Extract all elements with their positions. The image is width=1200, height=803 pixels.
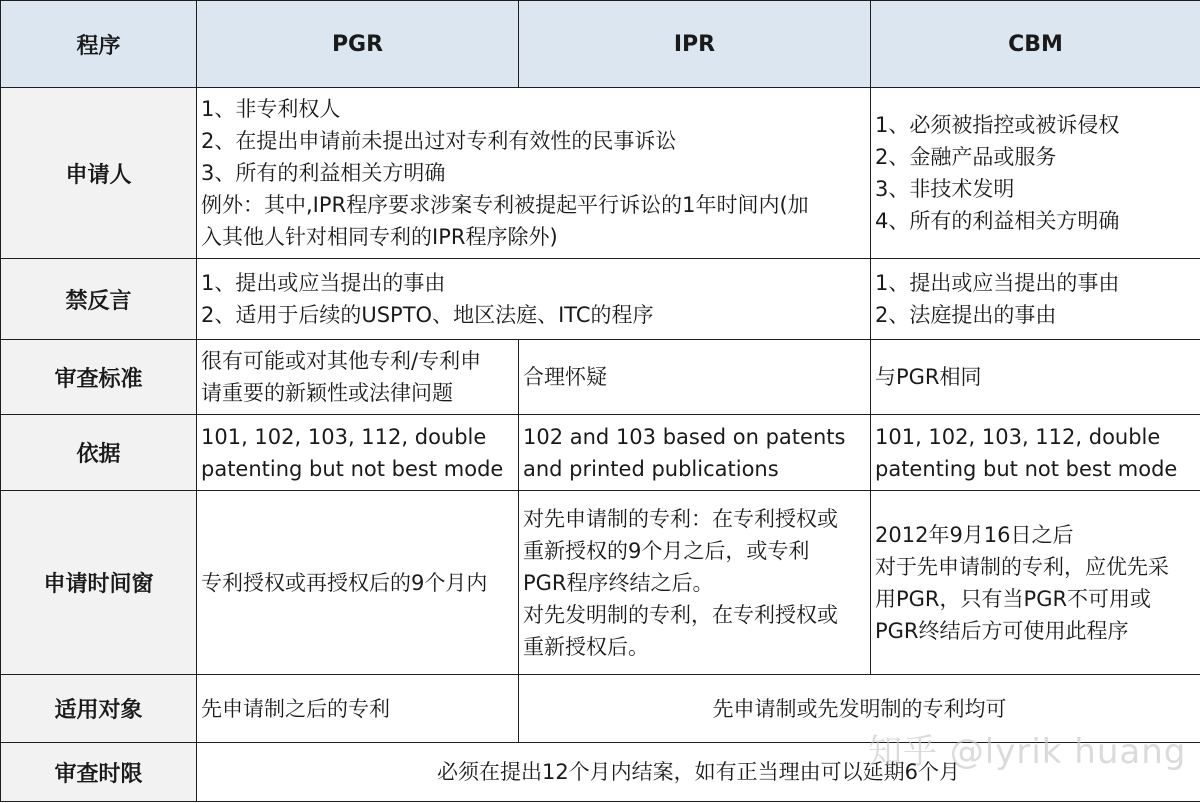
text-line: 请重要的新颖性或法律问题 xyxy=(201,381,453,405)
row-window xyxy=(1,491,1200,675)
window-cbm-cell xyxy=(871,491,1200,675)
text-line: 3、所有的利益相关方明确 xyxy=(201,161,446,185)
text-line: and printed publications xyxy=(523,456,779,481)
text-line: 2、适用于后续的USPTO、地区法庭、ITC的程序 xyxy=(201,303,654,327)
text-line: 2、金融产品或服务 xyxy=(875,145,1057,169)
text-line: 101, 102, 103, 112, double xyxy=(201,424,487,449)
header-ipr: IPR xyxy=(519,1,871,88)
text-line: 2012年9月16日之后 xyxy=(875,522,1074,547)
row-label-petitioner: 申请人 xyxy=(1,88,197,259)
text-line: 4、所有的利益相关方明确 xyxy=(875,209,1120,233)
grounds-cbm-cell xyxy=(871,415,1200,491)
text-line: 2、在提出申请前未提出过对专利有效性的民事诉讼 xyxy=(201,129,677,153)
row-label-grounds: 依据 xyxy=(1,415,197,491)
header-row xyxy=(1,1,1200,88)
row-label-estoppel: 禁反言 xyxy=(1,259,197,340)
text-line: patenting but not best mode xyxy=(201,456,504,481)
text-line: 很有可能或对其他专利/专利申 xyxy=(201,349,482,373)
text-line: 1、提出或应当提出的事由 xyxy=(875,271,1120,295)
header-pgr: PGR xyxy=(197,1,519,88)
text-line: 1、必须被指控或被诉侵权 xyxy=(875,113,1120,137)
text-line: 101, 102, 103, 112, double xyxy=(875,424,1161,449)
row-petitioner xyxy=(1,88,1200,259)
standard-pgr-cell xyxy=(197,340,519,415)
text-line: 用PGR，只有当PGR不可用或 xyxy=(875,586,1152,611)
text-line: 重新授权后。 xyxy=(523,634,649,659)
row-estoppel xyxy=(1,259,1200,340)
text-line: patenting but not best mode xyxy=(875,456,1178,481)
petitioner-pgr-ipr-cell xyxy=(197,88,871,259)
window-ipr-cell xyxy=(519,491,871,675)
row-grounds xyxy=(1,415,1200,491)
scope-pgr-cell: 先申请制之后的专利 xyxy=(197,675,519,743)
window-pgr-cell: 专利授权或再授权后的9个月内 xyxy=(197,491,519,675)
text-line: 重新授权的9个月之后，或专利 xyxy=(523,538,810,563)
text-line: 对先发明制的专利，在专利授权或 xyxy=(523,602,838,627)
grounds-ipr-cell xyxy=(519,415,871,491)
text-line: 对先申请制的专利：在专利授权或 xyxy=(523,506,838,531)
text-line: 2、法庭提出的事由 xyxy=(875,303,1057,327)
row-label-deadline: 审查时限 xyxy=(1,743,197,802)
standard-cbm-cell: 与PGR相同 xyxy=(871,340,1200,415)
row-label-standard: 审查标准 xyxy=(1,340,197,415)
grounds-pgr-cell xyxy=(197,415,519,491)
scope-ipr-cbm-cell: 先申请制或先发明制的专利均可 xyxy=(519,675,1200,743)
deadline-all-cell: 必须在提出12个月内结案，如有正当理由可以延期6个月 xyxy=(197,743,1200,802)
row-standard xyxy=(1,340,1200,415)
estoppel-pgr-ipr-cell xyxy=(197,259,871,340)
row-label-scope: 适用对象 xyxy=(1,675,197,743)
header-procedure: 程序 xyxy=(1,1,197,88)
petitioner-cbm-cell xyxy=(871,88,1200,259)
standard-ipr-cell: 合理怀疑 xyxy=(519,340,871,415)
text-line: PGR程序终结之后。 xyxy=(523,570,714,595)
text-line: 对于先申请制的专利，应优先采 xyxy=(875,554,1169,579)
header-cbm: CBM xyxy=(871,1,1200,88)
text-line: PGR终结后方可使用此程序 xyxy=(875,618,1129,643)
watermark: 知乎 @lyrik huang xyxy=(868,732,1187,772)
text-line: 入其他人针对相同专利的IPR程序除外) xyxy=(201,225,558,249)
text-line: 例外：其中,IPR程序要求涉案专利被提起平行诉讼的1年时间内(加 xyxy=(201,193,809,217)
estoppel-cbm-cell xyxy=(871,259,1200,340)
text-line: 102 and 103 based on patents xyxy=(523,424,846,449)
text-line: 3、非技术发明 xyxy=(875,177,1015,201)
text-line: 1、提出或应当提出的事由 xyxy=(201,271,446,295)
text-line: 1、非专利权人 xyxy=(201,97,341,121)
row-label-window: 申请时间窗 xyxy=(1,491,197,675)
